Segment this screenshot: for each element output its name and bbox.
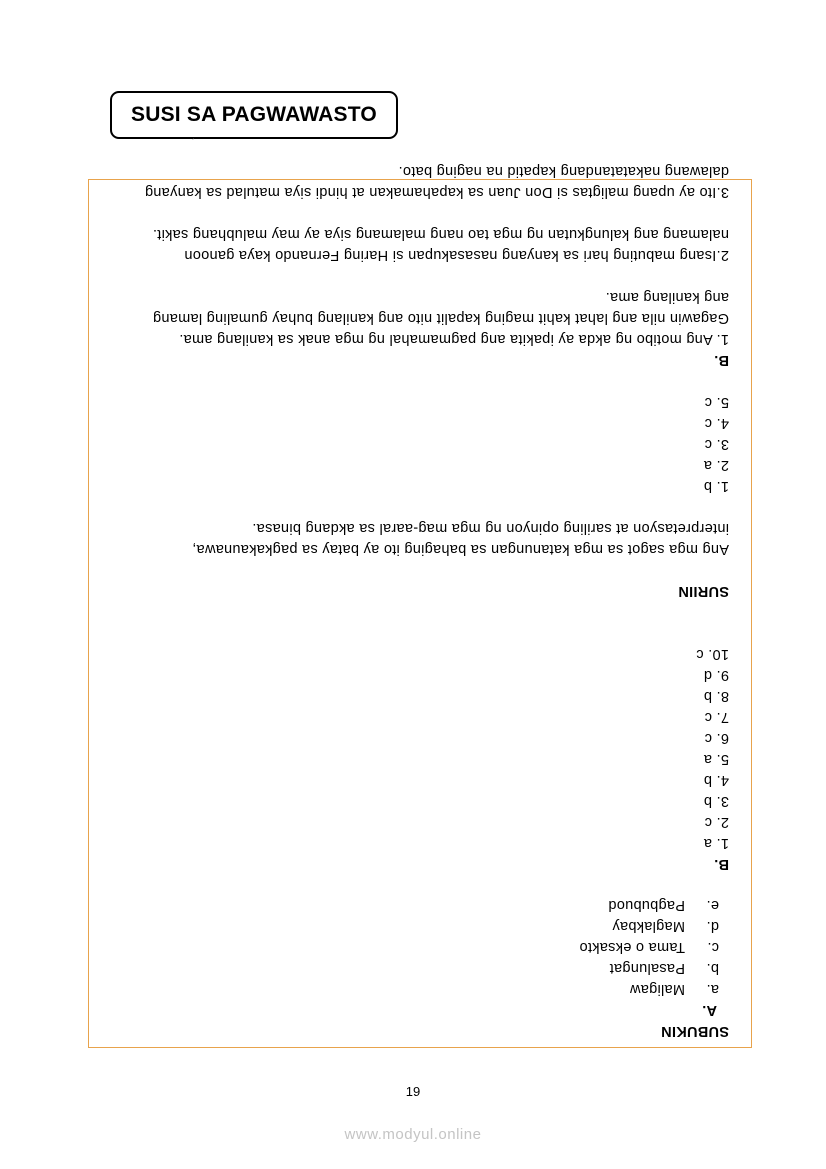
list-item: 1. a xyxy=(703,835,729,851)
scan-mark: ´ xyxy=(192,138,195,147)
list-item: c. Tama o eksakto xyxy=(579,939,719,955)
suriin-part-b-label: B. xyxy=(713,352,729,368)
list-item: a. Maligaw xyxy=(629,981,719,997)
answer-line: nalamang ang kalungkutan ng mga tao nang malamang siya ay may malubhang sakit. xyxy=(152,226,729,242)
list-item: 10. c xyxy=(696,646,729,662)
list-item: 5. c xyxy=(704,394,729,410)
list-item: e. Pagbubuod xyxy=(608,897,719,913)
list-item: 3. c xyxy=(704,436,729,452)
watermark: www.modyul.online xyxy=(344,1126,482,1143)
list-item: 2. a xyxy=(703,457,729,473)
answer-line: 3.Ito ay upang maligtas si Don Juan sa kapahamakan at hindi siya matulad sa kanyang xyxy=(144,184,729,200)
list-item: 2. c xyxy=(704,814,729,830)
suriin-heading: SURIIN xyxy=(678,583,729,599)
part-a-list xyxy=(111,894,729,999)
list-item: 5. a xyxy=(703,751,729,767)
part-a-label: A. xyxy=(701,1002,717,1018)
answer-key-box xyxy=(88,163,752,1048)
list-item: 9. d xyxy=(703,667,729,683)
part-b-label: B. xyxy=(713,856,729,872)
list-item: 7. c xyxy=(704,709,729,725)
page-title: SUSI SA PAGWAWASTO xyxy=(110,91,398,139)
list-item: 4. b xyxy=(703,772,729,788)
answer-line: 1. Ang motibo ng akda ay ipakita ang pagmamahal ng mga anak sa kanilang ama. xyxy=(179,331,729,347)
answer-line: Gagawin nila ang lahat kahit maging kapalit nito ang kanilang buhay gumaling lamang xyxy=(152,310,729,326)
subukin-heading: SUBUKIN xyxy=(660,1023,729,1039)
list-item: 6. c xyxy=(704,730,729,746)
answer-line: 2.Isang mabuting hari sa kanyang nasasakupan si Haring Fernando kaya ganoon xyxy=(184,247,729,263)
answer-key-content xyxy=(89,163,751,1047)
page-number: 19 xyxy=(405,1084,421,1099)
list-item: d. Maglakbay xyxy=(612,918,719,934)
suriin-intro: interpretasyon at sariling opinyon ng mga mag-aaral sa akdang binasa. xyxy=(252,520,729,536)
answer-line: dalawang nakatatandang kapatid na naging bato. xyxy=(398,163,729,179)
suriin-intro: Ang mga sagot sa mga katanungan sa bahaging ito ay batay sa pagkakaunawa, xyxy=(191,541,729,557)
list-item: 1. b xyxy=(703,478,729,494)
answer-line: ang kanilang ama. xyxy=(605,289,729,305)
list-item: b. Pasalungat xyxy=(609,960,719,976)
list-item: 3. b xyxy=(703,793,729,809)
list-item: 8. b xyxy=(703,688,729,704)
list-item: 4. c xyxy=(704,415,729,431)
